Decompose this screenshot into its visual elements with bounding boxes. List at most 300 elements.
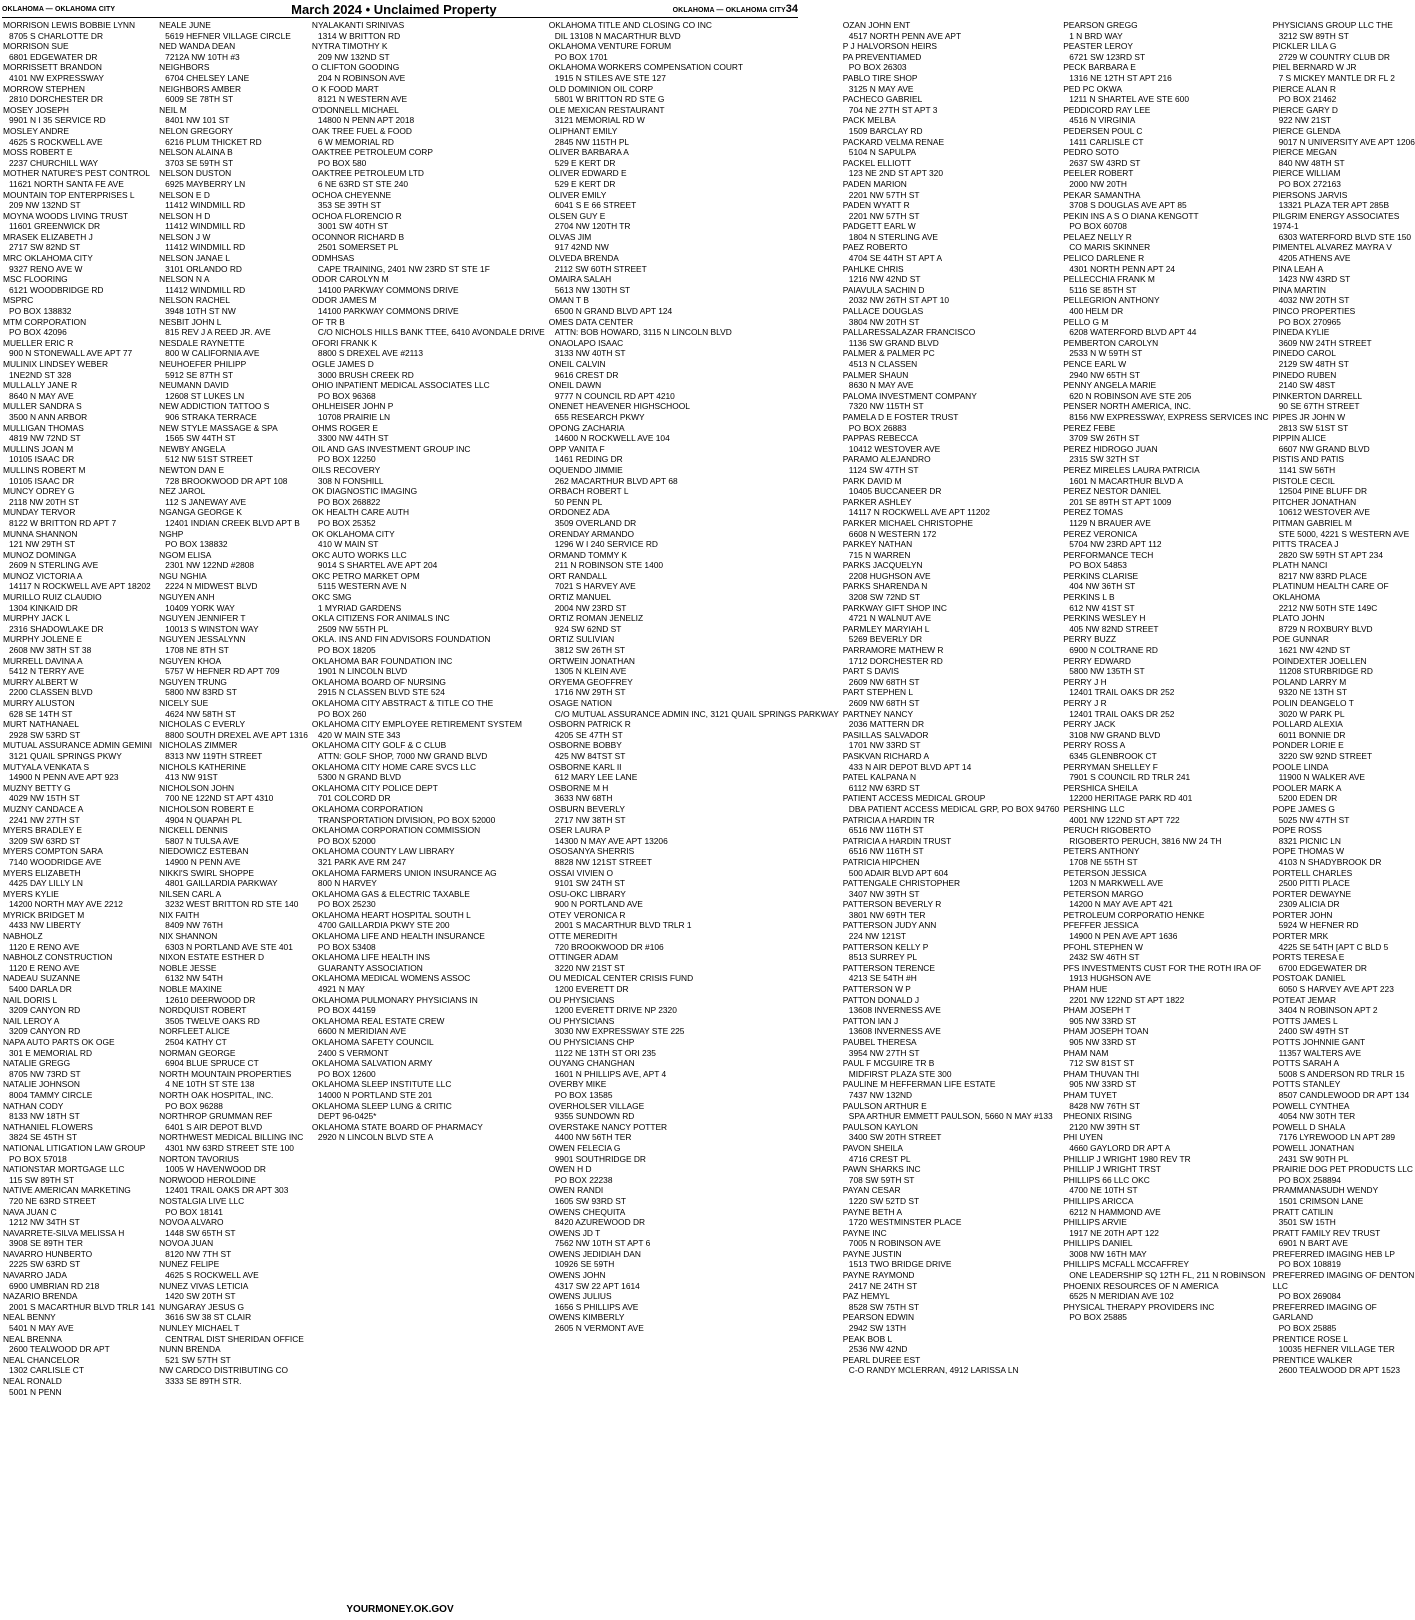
owner-name: PIERSONS JARVIS (1272, 189, 1348, 200)
owner-name: MUELLER ERIC R (3, 337, 74, 348)
owner-name: OLIVER EDWARD E (548, 168, 627, 179)
owner-address: 2000 NW 20TH (1069, 178, 1127, 189)
listing-entry (3, 677, 155, 698)
owner-address: 612 NW 41ST ST (1069, 602, 1135, 613)
listing-entry (1063, 1090, 1268, 1111)
listing-entry (549, 507, 839, 528)
owner-name: OKLAHOMA CITY GOLF & C CLUB (311, 740, 447, 751)
owner-address: ATTN: BOB HOWARD, 3115 N LINCOLN BLVD (554, 327, 732, 338)
listing-entry (843, 666, 1059, 687)
owner-name: OTTINGER ADAM (548, 952, 619, 963)
owner-name: OKLAHOMA MEDICAL WOMENS ASSOC (311, 973, 471, 984)
listing-entry (1273, 1270, 1415, 1302)
listing-entry (1273, 1249, 1415, 1270)
owner-address: 924 SW 62ND ST (554, 623, 622, 634)
owner-name: MSPRC (3, 295, 34, 306)
owner-name: PENNY ANGELA MARIE (1063, 380, 1157, 391)
owner-name: PEKIN INS A S O DIANA KENGOTT (1063, 210, 1199, 221)
owner-address: 433 N AIR DEPOT BLVD APT 14 (848, 761, 972, 772)
listing-entry (1063, 677, 1268, 698)
owner-address: 1200 EVERETT DRIVE NP 2320 (554, 1005, 677, 1016)
owner-name: POLAND LARRY M (1272, 676, 1347, 687)
owner-address: CO MARIS SKINNER (1069, 242, 1151, 253)
owner-address: 906 STRAKA TERRACE (165, 411, 257, 422)
owner-name: NORTHROP GRUMMAN REF (159, 1111, 273, 1122)
owner-address: 1304 KINKAID DR (9, 602, 78, 613)
owner-address: DBA PATIENT ACCESS MEDICAL GRP, PO BOX 94760 (848, 803, 1060, 814)
owner-address: 9616 CREST DR (554, 369, 619, 380)
owner-name: MOTHER NATURE'S PEST CONTROL (3, 168, 150, 179)
owner-address: 6516 NW 116TH ST (848, 846, 924, 857)
listing-entry (549, 825, 839, 846)
listing-entry (1273, 868, 1415, 889)
listing-entry (3, 1037, 155, 1058)
listing-entry (1273, 825, 1415, 846)
listing-entry (549, 719, 839, 740)
owner-name: PED PC OKWA (1063, 83, 1122, 94)
owner-address: 5269 BEVERLY DR (848, 634, 923, 645)
owner-address: 3101 ORLANDO RD (165, 263, 242, 274)
owner-address: 3133 NW 40TH ST (554, 348, 626, 359)
listing-entry (3, 232, 155, 253)
owner-address: 11900 N WALKER AVE (1278, 772, 1365, 783)
listing-entry (159, 1090, 308, 1111)
owner-name: NATIONAL LITIGATION LAW GROUP (3, 1142, 146, 1153)
listing-entry (159, 486, 308, 507)
owner-name: PATTON IAN J (842, 1015, 899, 1026)
listing-entry (312, 1037, 545, 1058)
owner-name: OKLAHOMA BOARD OF NURSING (311, 676, 446, 687)
listing-entry (549, 931, 839, 952)
owner-name: OKLAHOMA VENTURE FORUM (548, 41, 672, 52)
owner-name: PIERCE ALAN R (1272, 83, 1336, 94)
listing-entry (549, 126, 839, 147)
owner-address: PO BOX 18141 (165, 1206, 223, 1217)
owner-name: NELSON N A (159, 274, 210, 285)
listing-entry (159, 1069, 308, 1090)
owner-address: 6345 GLENBROOK CT (1069, 750, 1157, 761)
owner-name: NEAL BENNY (3, 1312, 56, 1323)
owner-name: PIERCE MEGAN (1272, 147, 1337, 158)
owner-name: OSBURN BEVERLY (548, 803, 625, 814)
listing-entry (1063, 1175, 1268, 1196)
listing-entry (843, 41, 1059, 52)
owner-address: 13321 PLAZA TER APT 285B (1278, 200, 1390, 211)
listing-entry (159, 719, 308, 740)
listing-entry (312, 613, 545, 634)
listing-entry (843, 1143, 1059, 1164)
owner-address: 2400 SW 49TH ST (1278, 1026, 1349, 1037)
owner-name: PACK MELBA (842, 115, 896, 126)
listing-entry (3, 1122, 155, 1143)
owner-name: OWENS JOHN (548, 1270, 606, 1281)
owner-address: 2928 SW 53RD ST (9, 729, 81, 740)
owner-address: 815 REV J A REED JR. AVE (165, 327, 271, 338)
owner-address: 3616 SW 38 ST CLAIR (165, 1312, 252, 1323)
owner-address: 655 RESEARCH PKWY (554, 411, 645, 422)
owner-address: 4301 NORTH PENN APT 24 (1069, 263, 1176, 274)
owner-name: POTTS JAMES L (1272, 1015, 1338, 1026)
listing-entry (1063, 1111, 1268, 1132)
listing-entry (549, 1037, 839, 1058)
listing-entry (549, 1185, 839, 1206)
owner-address: 5619 HEFNER VILLAGE CIRCLE (165, 30, 291, 41)
owner-name: NORTH MOUNTAIN PROPERTIES (159, 1068, 292, 1079)
owner-address: 13608 INVERNESS AVE (848, 1005, 941, 1016)
owner-address: 14800 N PENN APT 2018 (317, 115, 415, 126)
listing-column (3, 20, 155, 1592)
owner-name: OHMS ROGER E (311, 422, 378, 433)
owner-address: 2920 N LINCOLN BLVD STE A (317, 1132, 434, 1143)
owner-name: POWELL D SHALA (1272, 1121, 1346, 1132)
owner-address: 204 N ROBINSON AVE (317, 72, 406, 83)
owner-address: 2533 N W 59TH ST (1069, 348, 1143, 359)
owner-name: PERFORMANCE TECH (1063, 549, 1154, 560)
listing-entry (843, 52, 1059, 73)
listing-entry (1273, 433, 1415, 454)
listing-entry (549, 20, 839, 41)
owner-address: PO BOX 12250 (317, 454, 376, 465)
owner-name: OLVEDA BRENDA (548, 253, 619, 264)
listing-entry (1063, 486, 1268, 507)
listing-entry (3, 444, 155, 465)
listing-entry (312, 783, 545, 804)
owner-name: PATEL KALPANA N (842, 772, 917, 783)
owner-name: PHYSICAL THERAPY PROVIDERS INC (1063, 1301, 1215, 1312)
owner-address: 12401 TRAIL OAKS DR 252 (1069, 687, 1175, 698)
listing-entry (843, 1164, 1059, 1185)
owner-name: PAVON SHEILA (842, 1142, 903, 1153)
owner-address: 6216 PLUM THICKET RD (165, 136, 262, 147)
listing-entry (159, 783, 308, 804)
owner-address: 2501 SOMERSET PL (317, 242, 399, 253)
owner-name: PINCO PROPERTIES (1272, 306, 1356, 317)
listing-entry (843, 1122, 1059, 1143)
owner-name: OWENS JULIUS (548, 1291, 612, 1302)
owner-name: PERRY BUZZ (1063, 634, 1116, 645)
owner-name: PERSHING LLC (1063, 803, 1125, 814)
owner-address: 50 PENN PL (554, 496, 603, 507)
owner-name: NICELY SUE (159, 698, 209, 708)
listing-entry (3, 295, 155, 316)
owner-address: 2940 NW 65TH ST (1069, 369, 1140, 380)
owner-name: NATIONSTAR MORTGAGE LLC (3, 1164, 125, 1175)
owner-name: PREFERRED IMAGING OF DENTON LLC (1272, 1270, 1415, 1291)
owner-name: MULLINS JOAN M (3, 443, 74, 454)
owner-address: 1701 NW 33RD ST (848, 740, 921, 751)
owner-address: 10708 PRAIRIE LN (317, 411, 391, 422)
owner-name: NEWBY ANGELA (159, 443, 226, 454)
listing-entry (312, 84, 545, 105)
owner-address: 2845 NW 115TH PL (554, 136, 630, 147)
listing-entry (843, 518, 1059, 539)
owner-name: PHAM NAM (1063, 1047, 1109, 1058)
listing-entry (1273, 1334, 1415, 1355)
listing-entry (1273, 581, 1415, 613)
listing-entry (549, 465, 839, 486)
owner-name: NEZ JAROL (159, 486, 206, 497)
listing-entry (3, 740, 155, 761)
listing-entry (549, 1291, 839, 1312)
owner-name: OKLAHOMA CITY HOME CARE SVCS LLC (311, 761, 477, 772)
owner-address: 1302 CARLISLE CT (9, 1365, 84, 1376)
owner-name: NORMAN GEORGE (159, 1047, 236, 1058)
listing-entry (159, 634, 308, 655)
owner-address: 4801 GAILLARDIA PARKWAY (165, 878, 278, 889)
listing-entry (1063, 168, 1268, 189)
listing-entry (1273, 783, 1415, 804)
owner-name: PATTERSON TERENCE (842, 962, 935, 973)
owner-address: 2609 N STERLING AVE (9, 560, 99, 571)
owner-name: OKLA. INS AND FIN ADVISORS FOUNDATION (311, 634, 491, 645)
page-number: 34 (785, 3, 798, 15)
owner-address: 8409 NW 76TH (165, 920, 223, 931)
owner-name: NORDQUIST ROBERT (159, 1005, 247, 1016)
listing-entry (1273, 846, 1415, 867)
listing-entry (3, 41, 155, 62)
listing-entry (843, 497, 1059, 518)
listing-column (843, 20, 1059, 1592)
owner-name: NEW ADDICTION TATTOO S (159, 401, 270, 412)
owner-name: NICHOLS KATHERINE (159, 761, 247, 772)
owner-name: PORTER DEWAYNE (1272, 888, 1352, 899)
owner-address: 9901 N I 35 SERVICE RD (9, 115, 106, 126)
owner-name: OKLAHOMA LIFE AND HEALTH INSURANCE (311, 931, 485, 942)
owner-name: OKLAHOMA HEART HOSPITAL SOUTH L (311, 909, 471, 920)
owner-name: PISTOLE CECIL (1272, 475, 1335, 486)
owner-address: PO BOX 53408 (317, 941, 376, 952)
owner-name: OKC PETRO MARKET OPM (311, 570, 420, 581)
owner-name: PINEDO RUBEN (1272, 369, 1337, 380)
owner-name: OSU-OKC LIBRARY (548, 888, 626, 899)
owner-name: OWENS CHEQUITA (548, 1206, 626, 1217)
owner-address: 4716 CREST PL (848, 1153, 911, 1164)
listing-entry (549, 190, 839, 211)
owner-address: 6901 N BART AVE (1278, 1238, 1348, 1249)
owner-name: PEASTER LEROY (1063, 41, 1134, 52)
listing-entry (159, 1238, 308, 1259)
owner-address: 13608 INVERNESS AVE (848, 1026, 941, 1037)
listing-entry (843, 285, 1059, 306)
listing-entry (159, 190, 308, 211)
listing-entry (549, 973, 839, 994)
listing-entry (3, 762, 155, 783)
owner-address: 14900 N PENN AVE APT 923 (9, 772, 119, 783)
owner-name: PARKER MICHAEL CHRISTOPHE (842, 517, 973, 528)
owner-address: 3008 NW 16TH MAY (1069, 1248, 1147, 1259)
listing-entry (1273, 242, 1415, 263)
owner-address: 3001 SW 40TH ST (317, 221, 389, 232)
owner-name: NESBIT JOHN L (159, 316, 222, 327)
owner-address: 1411 CARLISLE CT (1069, 136, 1144, 147)
owner-name: PELLEGRION ANTHONY (1063, 295, 1160, 306)
listing-entry (312, 507, 545, 528)
listing-entry (1063, 783, 1268, 804)
owner-address: 2942 SW 13TH (848, 1323, 907, 1334)
listing-entry (1273, 1079, 1415, 1100)
listing-entry (159, 868, 308, 889)
listing-entry (3, 1228, 155, 1249)
owner-name: NELSON DUSTON (159, 168, 232, 179)
owner-name: MOUNTAIN TOP ENTERPRISES L (3, 189, 135, 200)
owner-name: PAMELA D E FOSTER TRUST (842, 411, 959, 422)
owner-name: PERKINS CLARISE (1063, 570, 1139, 581)
owner-address: 9777 N COUNCIL RD APT 4210 (554, 390, 675, 401)
owner-name: NELSON E D (159, 189, 210, 200)
listing-entry (843, 200, 1059, 221)
owner-name: NUNN BRENDA (159, 1344, 221, 1355)
listing-entry (159, 1111, 308, 1132)
owner-name: PHAM HUE (1063, 984, 1108, 995)
listing-entry (3, 1207, 155, 1228)
owner-name: ONEIL CALVIN (548, 359, 606, 369)
owner-name: OK HEALTH CARE AUTH (311, 507, 410, 518)
header-right (673, 3, 798, 15)
owner-address: 8729 N ROXBURY BLVD (1278, 623, 1373, 634)
listing-entry (843, 1079, 1059, 1100)
owner-name: MUNCY ODREY G (3, 486, 75, 497)
listing-entry (1063, 550, 1268, 571)
owner-address: 11412 WINDMILL RD (165, 284, 246, 295)
listing-columns (3, 20, 1415, 1592)
owner-name: PINEDA KYLIE (1272, 327, 1330, 338)
owner-address: 3209 SW 63RD ST (9, 835, 81, 846)
owner-address: 2608 NW 38TH ST 38 (9, 645, 92, 656)
owner-address: PO BOX 260 (317, 708, 367, 719)
owner-address: 6704 CHELSEY LANE (165, 72, 250, 83)
listing-entry (843, 348, 1059, 369)
listing-entry (312, 486, 545, 507)
listing-entry (843, 370, 1059, 391)
owner-address: 11412 WINDMILL RD (165, 242, 246, 253)
owner-name: PFS INVESTMENTS CUST FOR THE ROTH IRA OF (1063, 962, 1262, 973)
owner-address: 900 N STONEWALL AVE APT 77 (9, 348, 133, 359)
owner-name: MYERS KYLIE (3, 888, 59, 899)
owner-name: NEUHOEFER PHILIPP (159, 359, 247, 369)
owner-name: NAZARIO BRENDA (3, 1291, 78, 1302)
owner-name: MOYNA WOODS LIVING TRUST (3, 210, 129, 221)
listing-entry (843, 1101, 1059, 1122)
owner-address: 1NE2ND ST 328 (9, 369, 72, 380)
listing-entry (1063, 20, 1268, 41)
owner-name: NATHANIEL FLOWERS (3, 1121, 93, 1132)
owner-name: NEAL CHANCELOR (3, 1354, 80, 1365)
owner-address: 2112 SW 60TH STREET (554, 263, 647, 274)
listing-entry (1063, 253, 1268, 274)
listing-entry (549, 1016, 839, 1037)
owner-address: 7 S MICKEY MANTLE DR FL 2 (1278, 72, 1395, 83)
owner-name: NAIL LEROY A (3, 1015, 60, 1026)
listing-entry (1063, 295, 1268, 316)
listing-entry (3, 1249, 155, 1270)
owner-name: O K FOOD MART (311, 83, 379, 94)
listing-entry (159, 592, 308, 613)
owner-address: 1 MYRIAD GARDENS (317, 602, 402, 613)
owner-address: 8121 N WESTERN AVE (317, 94, 408, 105)
owner-name: PAULSON ARTHUR E (842, 1100, 927, 1111)
listing-entry (1063, 147, 1268, 168)
listing-entry (312, 317, 545, 338)
listing-column (159, 20, 308, 1592)
owner-address: 708 SW 59TH ST (848, 1174, 915, 1185)
listing-entry (549, 295, 839, 316)
owner-address: 3209 CANYON RD (9, 1026, 81, 1037)
owner-name: NATALIE GREGG (3, 1058, 71, 1069)
owner-address: 1120 E RENO AVE (9, 962, 80, 973)
owner-address: 123 NE 2ND ST APT 320 (848, 168, 943, 179)
owner-address: 728 BROOKWOOD DR APT 108 (165, 475, 288, 486)
owner-address: 2201 NW 122ND ST APT 1822 (1069, 994, 1185, 1005)
listing-entry (549, 889, 839, 910)
owner-name: OLSEN GUY E (548, 210, 606, 221)
listing-entry (549, 105, 839, 126)
owner-address: 2201 NW 57TH ST (848, 210, 920, 221)
listing-entry (3, 423, 155, 444)
owner-name: NGUYEN ANH (159, 592, 215, 603)
owner-name: NEWTON DAN E (159, 464, 225, 475)
listing-entry (1273, 698, 1415, 719)
listing-entry (1063, 1259, 1268, 1280)
owner-address: 1120 E RENO AVE (9, 941, 80, 952)
owner-address: 628 SE 14TH ST (9, 708, 73, 719)
owner-name: OKLAHOMA LIFE HEALTH INS (311, 952, 430, 963)
listing-entry (312, 41, 545, 62)
owner-name: NORTON TAVORIUS (159, 1153, 239, 1164)
owner-name: PAUBEL THERESA (842, 1037, 917, 1047)
owner-address: 14117 N ROCKWELL AVE APT 11202 (848, 507, 990, 518)
owner-address: 905 NW 33RD ST (1069, 1037, 1137, 1047)
owner-address: 3121 QUAIL SPRINGS PKWY (9, 750, 122, 761)
listing-entry (843, 264, 1059, 285)
owner-name: PEDDICORD RAY LEE (1063, 104, 1151, 115)
owner-address: PO BOX 580 (317, 157, 367, 168)
listing-entry (1063, 762, 1268, 783)
owner-name: NUNEZ FELIPE (159, 1259, 220, 1270)
listing-entry (1273, 327, 1415, 348)
owner-address: 3824 SE 45TH ST (9, 1132, 77, 1143)
owner-name: OKLAHOMA SALVATION ARMY (311, 1058, 433, 1069)
owner-address: 1305 N KLEIN AVE (554, 666, 627, 677)
owner-name: NORTHWEST MEDICAL BILLING INC (159, 1132, 304, 1143)
owner-address: PO BOX 138832 (9, 306, 72, 317)
listing-entry (1273, 1037, 1415, 1058)
owner-address: 1720 WESTMINSTER PLACE (848, 1217, 962, 1228)
owner-address: PO BOX 268822 (317, 496, 381, 507)
owner-address: 4625 S ROCKWELL AVE (9, 136, 103, 147)
owner-name: PADEN WYATT R (842, 200, 910, 211)
listing-entry (159, 444, 308, 465)
owner-address: 8828 NW 121ST STREET (554, 856, 652, 867)
owner-name: OKLAHOMA COUNTY LAW LIBRARY (311, 846, 455, 857)
owner-address: 6050 S HARVEY AVE APT 223 (1278, 984, 1394, 995)
owner-address: 14200 N MAY AVE APT 421 (1069, 899, 1173, 910)
owner-address: 4205 SE 47TH ST (554, 729, 623, 740)
listing-entry (549, 868, 839, 889)
listing-entry (159, 1323, 308, 1344)
owner-address: 2316 SHADOWLAKE DR (9, 623, 104, 634)
owner-name: MORRISON SUE (3, 41, 69, 52)
owner-name: NAVARRO HUNBERTO (3, 1248, 93, 1259)
owner-address: 2224 N MIDWEST BLVD (165, 581, 258, 592)
owner-address: 700 NE 122ND ST APT 4310 (165, 793, 274, 804)
owner-address: 8513 SURREY PL (848, 952, 918, 963)
listing-entry (3, 507, 155, 528)
owner-address: 521 SW 57TH ST (165, 1354, 231, 1365)
listing-entry (3, 486, 155, 507)
owner-address: 11621 NORTH SANTA FE AVE (9, 178, 124, 189)
listing-entry (159, 550, 308, 571)
listing-entry (3, 698, 155, 719)
